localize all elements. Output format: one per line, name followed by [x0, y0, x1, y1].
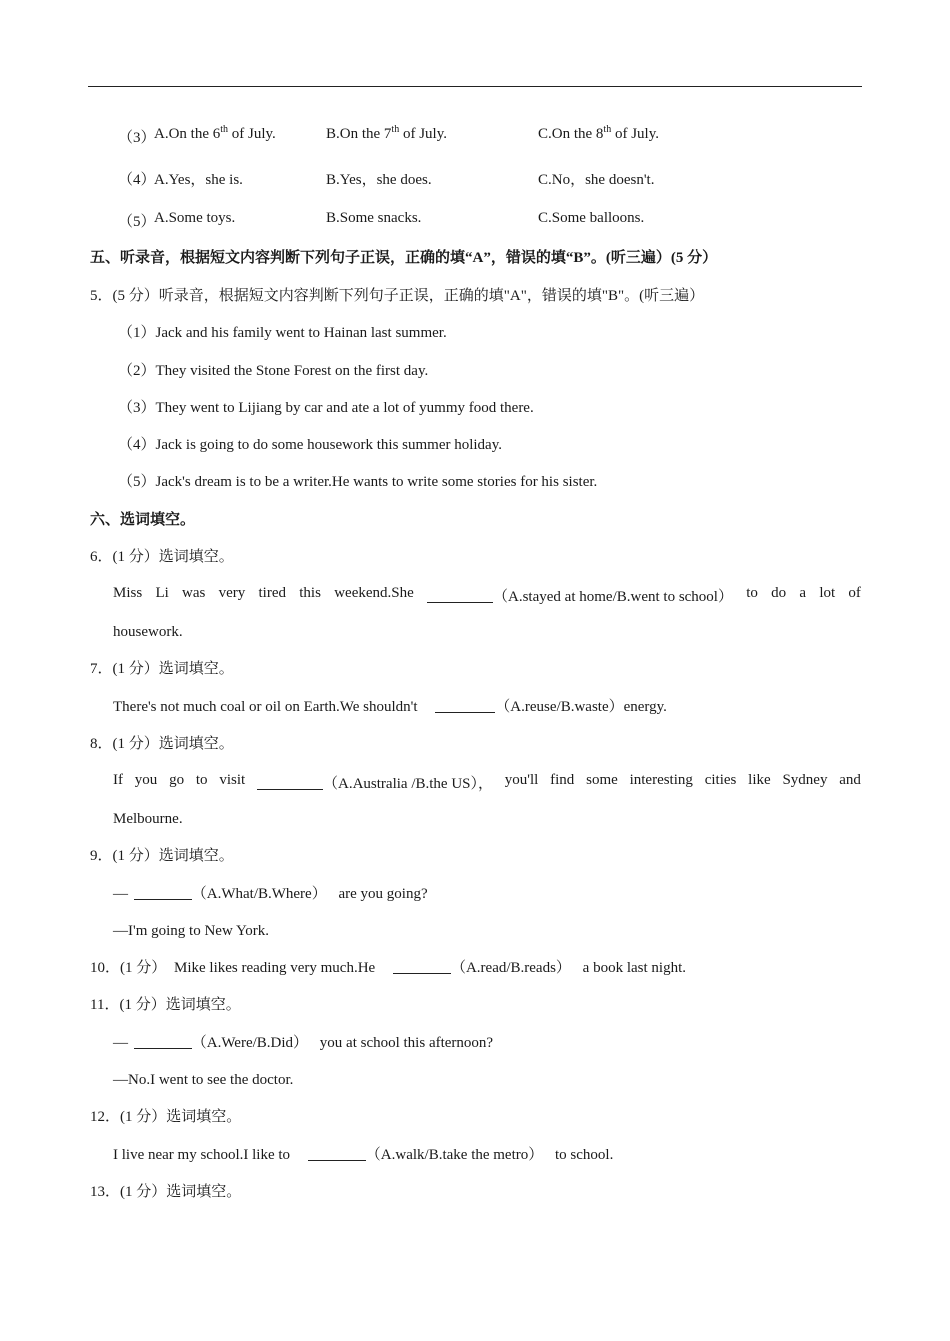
word: Miss — [113, 585, 143, 601]
choice-text: （A.Were/B.Did） — [191, 1035, 309, 1051]
word: tired — [258, 585, 287, 601]
word: some — [586, 772, 618, 788]
option-number: （4） — [118, 172, 156, 188]
question-9-title: 9．(1 分）选词填空。 — [90, 848, 234, 864]
word: weekend.She — [334, 585, 414, 601]
sentence-after: to school. — [555, 1147, 614, 1163]
choice-text: （A.walk/B.take the metro） — [365, 1147, 544, 1163]
question-12-title: 12．(1 分）选词填空。 — [90, 1109, 242, 1125]
question-9-answer: —I'm going to New York. — [113, 923, 270, 939]
option-a: A.Yes，she is. — [154, 172, 243, 188]
header-rule — [88, 86, 862, 87]
statement-1: （1）Jack and his family went to Hainan last summer. — [118, 325, 447, 341]
statement-2: （2）They visited the Stone Forest on the first day. — [118, 363, 429, 379]
answer-blank[interactable] — [134, 885, 192, 900]
option-b: B.On the 7th of July. — [326, 124, 447, 142]
question-5-title: 5．(5 分）听录音，根据短文内容判断下列句子正误，正确的填"A"，错误的填"B"。(听三遍） — [90, 288, 705, 304]
sentence-after: are you going? — [338, 886, 428, 902]
question-9-sentence — [113, 884, 428, 904]
answer-blank[interactable] — [435, 698, 495, 713]
word: to — [195, 772, 208, 788]
word: go — [169, 772, 185, 788]
question-6-continuation: housework. — [113, 624, 183, 640]
question-11-title: 11．(1 分）选词填空。 — [90, 997, 241, 1013]
question-7-sentence — [113, 697, 667, 717]
question-13-title: 13．(1 分）选词填空。 — [90, 1184, 242, 1200]
question-6-sentence — [113, 585, 861, 606]
choice-text: （A.read/B.reads） — [450, 960, 571, 976]
question-7-title: 7．(1 分）选词填空。 — [90, 661, 234, 677]
option-b: B.Some snacks. — [326, 210, 422, 226]
word: you'll — [504, 772, 539, 788]
option-b: B.Yes，she does. — [326, 172, 432, 188]
answer-blank[interactable] — [393, 959, 451, 974]
question-8-continuation: Melbourne. — [113, 811, 183, 827]
option-a: A.On the 6th of July. — [154, 124, 276, 142]
word: of — [848, 585, 861, 601]
word: interesting — [629, 772, 693, 788]
option-c: C.No，she doesn't. — [538, 172, 655, 188]
choice-text: （A.reuse/B.waste）energy. — [495, 699, 667, 715]
answer-blank[interactable] — [308, 1146, 366, 1161]
word: Sydney — [782, 772, 828, 788]
question-6-title: 6．(1 分）选词填空。 — [90, 549, 234, 565]
sentence-before: There's not much coal or oil on Earth.We shouldn't — [113, 699, 418, 715]
choice-text: （A.What/B.Where） — [191, 886, 327, 902]
word: and — [839, 772, 861, 788]
dash: — — [113, 1035, 128, 1051]
word: find — [550, 772, 575, 788]
word: do — [771, 585, 787, 601]
statement-5: （5）Jack's dream is to be a writer.He wants to write some stories for his sister. — [118, 474, 598, 490]
word: cities — [704, 772, 737, 788]
question-12-sentence — [113, 1145, 613, 1165]
statement-4: （4）Jack is going to do some housework this summer holiday. — [118, 437, 502, 453]
question-10 — [90, 958, 686, 978]
option-c: C.Some balloons. — [538, 210, 645, 226]
word: this — [299, 585, 321, 601]
question-8-title: 8．(1 分）选词填空。 — [90, 736, 234, 752]
option-number: （3） — [118, 130, 156, 146]
word: you — [134, 772, 158, 788]
word: visit — [219, 772, 246, 788]
word: to — [746, 585, 758, 601]
choice-text: （A.Australia /B.the US）， — [323, 776, 493, 792]
word: very — [218, 585, 246, 601]
question-8-sentence — [113, 772, 861, 793]
word: lot — [819, 585, 836, 601]
answer-blank[interactable] — [427, 588, 493, 603]
statement-3: （3）They went to Lijiang by car and ate a lot of yummy food there. — [118, 400, 534, 416]
word: a — [799, 585, 807, 601]
dash: — — [113, 886, 128, 902]
word: was — [182, 585, 206, 601]
option-number: （5） — [118, 214, 156, 230]
question-11-sentence — [113, 1033, 493, 1053]
option-a: A.Some toys. — [154, 210, 236, 226]
word: If — [113, 772, 123, 788]
section5-heading: 五、听录音，根据短文内容判断下列句子正误，正确的填“A”，错误的填“B”。(听三遍）(5 分） — [90, 250, 718, 266]
question-11-answer: —No.I went to see the doctor. — [113, 1072, 294, 1088]
word: Li — [155, 585, 169, 601]
answer-blank[interactable] — [134, 1034, 192, 1049]
question-10-title: 10．(1 分） — [90, 960, 167, 976]
section6-heading: 六、选词填空。 — [90, 512, 196, 528]
answer-blank[interactable] — [257, 775, 323, 790]
word: like — [748, 772, 771, 788]
choice-text: （A.stayed at home/B.went to school） — [493, 589, 733, 605]
sentence-before: Mike likes reading very much.He — [174, 960, 376, 976]
option-c: C.On the 8th of July. — [538, 124, 659, 142]
sentence-after: a book last night. — [582, 960, 686, 976]
sentence-after: you at school this afternoon? — [319, 1035, 494, 1051]
sentence-before: I live near my school.I like to — [113, 1147, 291, 1163]
